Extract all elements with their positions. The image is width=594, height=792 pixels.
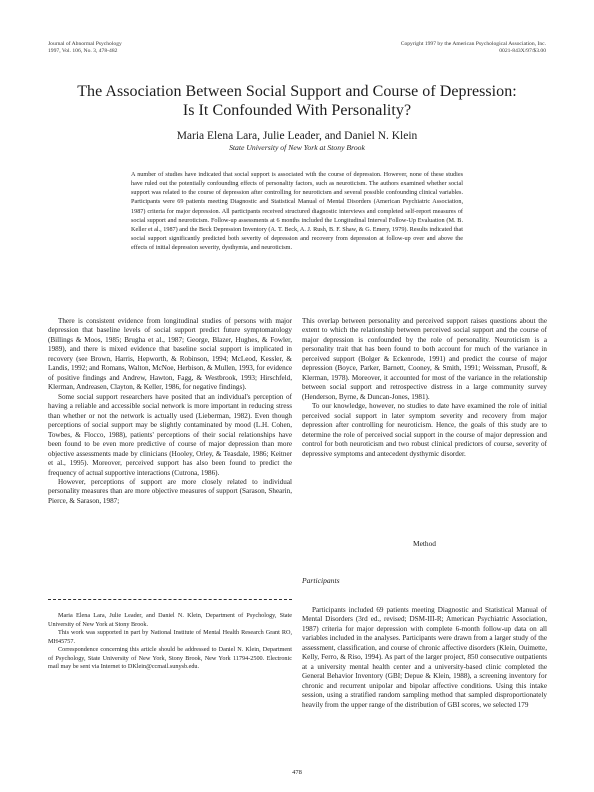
intro-paragraph-4: This overlap between personality and perceived support raises questions about the extent to which the relationship between perceived social support and the course of major depression is confounded by the role of personality. Neuroticism is a personality trait that has been found to both account for much of the variance in perceived support (Bolger & Eckenrode, 1991) and predict the course of major depression (Boyce, Parker, Barnett, Cooney, & Smith, 1991; Weissman, Prusoff, & Klerman, 1978). Moreover, it accounted for most of the variance in the relationship between social support and retrospective distress in a large community survey (Henderson, Byrne, & Duncan-Jones, 1981). xyxy=(302,317,547,401)
left-column xyxy=(48,317,292,506)
footnote-rule xyxy=(48,599,292,600)
journal-name: Journal of Abnormal Psychology xyxy=(48,41,122,47)
participants-heading: Participants xyxy=(302,576,340,585)
page-number: 478 xyxy=(292,769,302,776)
copyright-notice xyxy=(346,41,546,55)
intro-paragraph-3: However, perceptions of support are more closely related to individual personality measures than are more objective measures of support (Sarason, Shearin, Pierce, & Sarason, 1987; xyxy=(48,477,292,505)
right-column xyxy=(302,317,547,459)
participants-section xyxy=(302,606,547,710)
title-line-2: Is It Confounded With Personality? xyxy=(182,102,412,119)
intro-paragraph-2: Some social support researchers have posited that an individual's perception of having a reliable and accessible social network is more important in reducing stress than whether or not the network is actually used (Lieberman, 1982). Even though perceptions of social support may be slightly contaminated by mood (L.H. Cohen, Towbes, & Flocco, 1988), patients' perceptions of their social relationships have been found to be even more predictive of course of major depression than more objective assessments made by clinicians (Hooley, Orley, & Teasdale, 1986; Keitner et al., 1995). Moreover, perceived support has also been found to predict the frequency of actual supportive interactions (Cutrona, 1986). xyxy=(48,392,292,477)
title-line-1: The Association Between Social Support and Course of Depression: xyxy=(77,83,517,100)
footnote-correspondence: Correspondence concerning this article should be addressed to Daniel N. Klein, Department of Psychology, State University of New York, Stony Brook, New York 11794-2500. Electronic mail may be sent via Internet to DKlein@ccmail.sunysb.edu. xyxy=(48,646,292,670)
footnote-funding: This work was supported in part by National Institute of Mental Health Research Grant RO, MH45757. xyxy=(48,629,292,645)
author-list: Maria Elena Lara, Julie Leader, and Daniel N. Klein xyxy=(176,130,418,142)
copyright-line: Copyright 1997 by the American Psychological Association, Inc. xyxy=(400,41,546,47)
journal-citation xyxy=(48,41,168,55)
abstract: A number of studies have indicated that social support is associated with the course of depression. However, none of these studies have ruled out the potentially confounding effects of personality factors, such as neuroticism. The authors examined whether social support was related to the course of depression after controlling for neuroticism and several possible confounding clinical variables. Participants were 69 patients meeting Diagnostic and Statistical Manual of Mental Disorders (American Psychiatric Association, 1987) criteria for major depression. All participants received structured diagnostic interviews and completed self-report measures of social support and neuroticism. Follow-up assessments at 6 months included the Longitudinal Interval Follow-Up Evaluation (M. B. Keller et al., 1987) and the Beck Depression Inventory (A. T. Beck, A. J. Rush, B. F. Shaw, & G. Emery, 1979). Results indicated that social support significantly predicted both severity of depression and recovery from depression at follow-up over and above the effects of initial depression severity, dysthymia, and neuroticism. xyxy=(131,171,463,251)
footnote-affiliation: Maria Elena Lara, Julie Leader, and Daniel N. Klein, Department of Psychology, State University of New York at Stony Brook. xyxy=(48,612,292,628)
issn-line: 0021-843X/97/$3.00 xyxy=(499,48,546,54)
author-affiliation: State University of New York at Stony Brook xyxy=(229,143,365,152)
article-title xyxy=(40,82,554,120)
intro-paragraph-5: To our knowledge, however, no studies to date have examined the role of initial perceived social support in later symptom severity and recovery from major depression after controlling for neuroticism. Hence, the goals of this study are to determine the role of perceived social support in the course of major depression and control for both neuroticism and two robust clinical predictors of course, severity of depressive symptoms and antecedent dysthymic disorder. xyxy=(302,402,547,458)
method-heading: Method xyxy=(413,539,436,548)
author-footnotes xyxy=(48,612,292,672)
intro-paragraph-1: There is consistent evidence from longitudinal studies of persons with major depression that baseline levels of social support predict future symptomatology (Billings & Moos, 1985; Brugha et al., 1987; George, Blazer, Hughes, & Fowler, 1989), and there is mixed evidence that baseline social support is implicated in recovery (see Brown, Harris, Hepworth, & Robinson, 1994; McLeod, Kessler, & Landis, 1992; and Romans, Walton, McNoe, Herbison, & Mullen, 1993, for evidence of positive findings and Andrew, Hawton, Fagg, & Westbrook, 1993; Hirschfeld, Klerman, Andreasen, Clayton, & Keller, 1986, for negative findings). xyxy=(48,317,292,392)
participants-paragraph: Participants included 69 patients meeting Diagnostic and Statistical Manual of Mental Disorders (3rd ed., revised; DSM-III-R; American Psychiatric Association, 1987) criteria for major depression with complete 6-month follow-up data on all variables included in the analyses. Participants were drawn from a larger study of the assessment, classification, and course of chronic affective disorders (Klein, Ouimette, Kelly, Ferro, & Riso, 1994). As part of the larger project, 850 consecutive outpatients at a university mental health center and a university-based clinic completed the General Behavior Inventory (GBI; Depue & Klein, 1988), a screening inventory for chronic and recurrent unipolar and bipolar affective conditions. Using this intake session, using a stratified random sampling method that sampled disproportionately heavily from the upper range of the distribution of GBI scores, we selected 179 xyxy=(302,606,547,709)
journal-volume: 1997, Vol. 106, No. 3, 478-482 xyxy=(48,48,118,54)
